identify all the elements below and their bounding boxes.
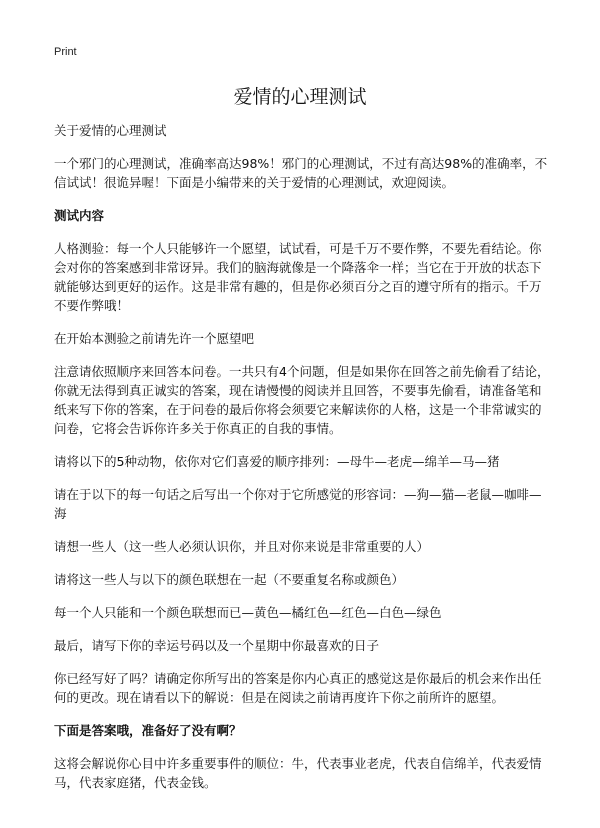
personality-test-paragraph: 人格测验：每一个人只能够许一个愿望，试试看，可是千万不要作弊，不要先看结论。你会对你的答案感到非常讶异。我们的脑海就像是一个降落伞一样；当它在于开放的状态下就能够达到更好的运作。这是非常有趣的，但是你必须百分之百的遵守所有的指示。千万不要作弊哦！: [54, 241, 542, 313]
intro-heading-text: 关于爱情的心理测试: [54, 123, 167, 138]
answer-paragraph: 这将会解说你心目中许多重要事件的顺位：牛，代表事业老虎，代表自信绵羊，代表爱情马，代表家庭猪，代表金钱。: [54, 756, 542, 790]
article-body: [54, 121, 552, 806]
question-people: 请想一些人（这一些人必须认识你，并且对你来说是非常重要的人）: [54, 539, 430, 554]
instructions-paragraph: 注意请依照顺序来回答本问卷。一共只有4个问题，但是如果你在回答之前先偷看了结论，你就无法得到真正诚实的答案，现在请慢慢的阅读并且回答，不要事先偷看，请准备笔和纸来写下你的答案，在于问卷的最后你将会须要它来解读你的人格，这是一个非常诚实的问卷，它将会告诉你许多关于你真正的自我的事情。: [54, 364, 550, 436]
question-colors: 每一个人只能和一个颜色联想而已—黄色—橘红色—红色—白色—绿色: [54, 605, 442, 620]
question-adjectives: 请在于以下的每一句话之后写出一个你对于它所感觉的形容词：—狗—猫—老鼠—咖啡—海: [54, 487, 542, 521]
section-heading-test-content: 测试内容: [54, 208, 105, 223]
intro-paragraph: 一个邪门的心理测试，准确率高达98%！邪门的心理测试，不过有高达98%的准确率，不信试试！很诡异喔！下面是小编带来的关于爱情的心理测试，欢迎阅读。: [54, 156, 548, 190]
print-link[interactable]: Print: [54, 46, 77, 58]
section-heading-answers: 下面是答案哦，准备好了没有啊？: [54, 723, 242, 738]
make-wish-paragraph: 在开始本测验之前请先许一个愿望吧: [54, 331, 255, 346]
question-colors-intro: 请将这一些人与以下的颜色联想在一起（不要重复名称或颜色）: [54, 572, 405, 587]
confirm-paragraph: 你已经写好了吗？请确定你所写出的答案是你内心真正的感觉这是你最后的机会来作出任何的更改。现在请看以下的解说：但是在阅读之前请再度许下你之前所许的愿望。: [54, 671, 542, 705]
question-animals: 请将以下的5种动物，依你对它们喜爱的顺序排列：—母牛—老虎—绵羊—马—猪: [54, 454, 500, 469]
question-lucky-number: 最后，请写下你的幸运号码以及一个星期中你最喜欢的日子: [54, 638, 380, 653]
page-title: 爱情的心理测试: [233, 86, 367, 108]
